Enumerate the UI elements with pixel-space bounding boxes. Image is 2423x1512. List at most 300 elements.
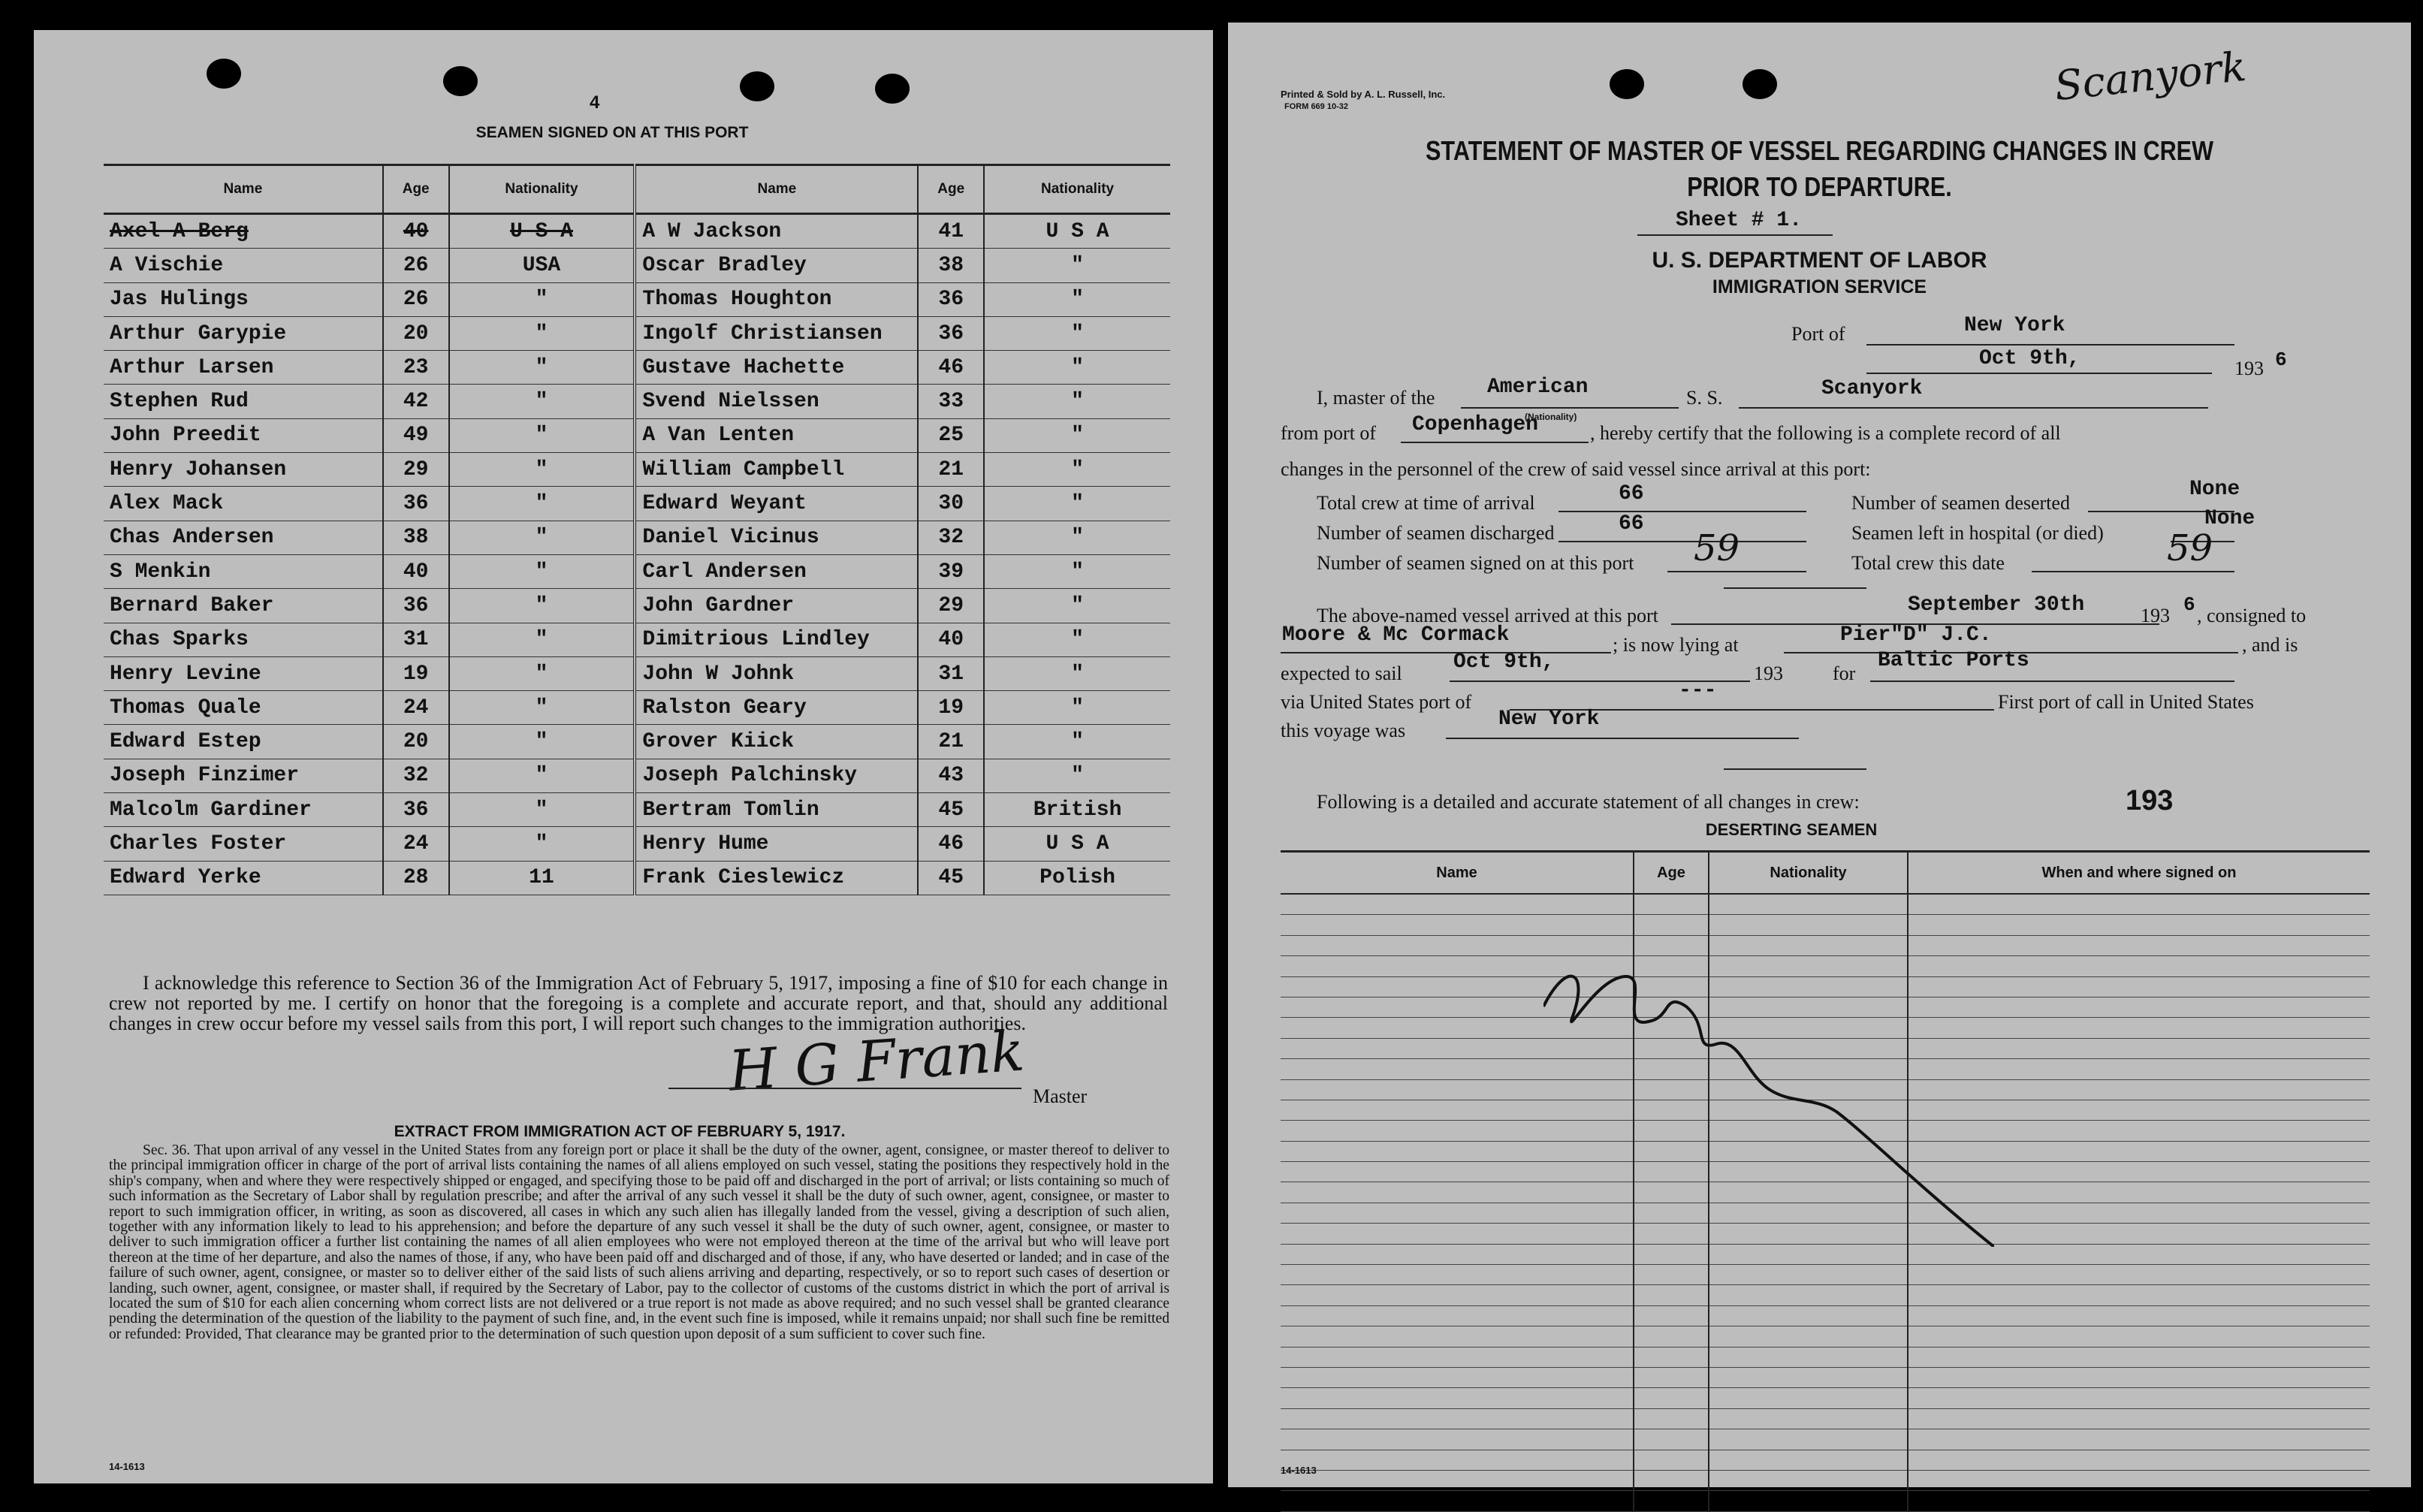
crew-name: Henry Levine	[104, 656, 383, 690]
crew-nationality: "	[984, 691, 1170, 725]
underline	[1739, 407, 2208, 409]
empty-cell	[1709, 1429, 1908, 1450]
empty-cell	[1709, 1347, 1908, 1367]
table-row	[1281, 915, 2370, 935]
master-signature: H G Frank	[726, 1019, 1027, 1104]
crew-name: S Menkin	[104, 554, 383, 588]
crew-name: John Gardner	[635, 589, 918, 623]
crew-name: Chas Andersen	[104, 521, 383, 554]
form-number: FORM 669 10-32	[1284, 102, 1348, 111]
table-row	[104, 249, 1170, 282]
crew-nationality: "	[449, 351, 635, 385]
table-row	[104, 861, 1170, 895]
crew-nationality: "	[984, 554, 1170, 588]
empty-cell	[1634, 1429, 1709, 1450]
crew-age: 19	[918, 691, 984, 725]
underline	[1559, 541, 1806, 542]
from-port-value: Copenhagen	[1412, 413, 1539, 436]
empty-cell	[1634, 894, 1709, 915]
table-row	[104, 725, 1170, 759]
empty-cell	[1281, 1491, 1634, 1511]
crew-name: Chas Sparks	[104, 623, 383, 656]
crew-name: Ralston Geary	[635, 691, 918, 725]
empty-cell	[1709, 1388, 1908, 1408]
crew-age: 36	[918, 316, 984, 350]
crew-nationality: "	[984, 725, 1170, 759]
empty-cell	[1709, 1305, 1908, 1326]
table-row	[104, 418, 1170, 452]
table-row	[104, 827, 1170, 861]
crew-name: Henry Johansen	[104, 453, 383, 487]
table-row	[1281, 1244, 2370, 1264]
acknowledgement-text: I acknowledge this reference to Section 36 of the Immigration Act of February 5, 1917, imposing a fine of $10 for each change in crew not reported by me. I certify on honor that the foregoing is a complete and accurate report, and that, should any additional changes in crew occur before my vessel sails from this port, I will report such changes to the immigration authorities.	[109, 972, 1168, 1034]
crew-name: Charles Foster	[104, 827, 383, 861]
empty-cell	[1709, 1450, 1908, 1470]
table-row	[1281, 1305, 2370, 1326]
crew-age: 23	[383, 351, 449, 385]
crew-nationality: "	[449, 385, 635, 418]
empty-cell	[1634, 1367, 1709, 1387]
lying-at-value: Pier"D" J.C.	[1840, 623, 1992, 647]
crew-name: Ingolf Christiansen	[635, 316, 918, 350]
section-heading: SEAMEN SIGNED ON AT THIS PORT	[475, 124, 749, 141]
crew-name: Gustave Hachette	[635, 351, 918, 385]
empty-cell	[1281, 1388, 1634, 1408]
empty-cell	[1908, 1265, 2370, 1285]
crew-age: 36	[918, 282, 984, 316]
empty-cell	[1908, 1429, 2370, 1450]
crew-nationality: 11	[449, 861, 635, 895]
extract-text: Sec. 36. That upon arrival of any vessel in the United States from any foreign port or place it shall be the duty of the owner, agent, consignee, or master thereof to deliver to the principal immigration officer in charge of the port of arrival lists containing the names of all aliens employed on such vessel, stating the positions they respectively hold in the ship's company, when and where they were respectively shipped or engaged, and specifying those to be paid off and discharged in the port of arrival; or lists containing so much of such information as the Secretary of Labor shall by regulation prescribe; and after the arrival of any such vessel it shall be the duty of such owner, agent, consignee, or master to report to such immigration officer, in writing, as soon as discovered, all cases in which any such alien has illegally landed from the vessel, giving a description of such alien, together with any information likely to lead to his apprehension; and before the departure of any such vessel it shall be the duty of such owner, agent, consignee, or master to deliver to such immigration officer a further list containing the names of all alien employees who were not employed thereon at the time of the arrival but who will leave port thereon at the time of her departure, and also the names of those, if any, who have been paid off and discharged and of those, if any, who have deserted or landed; and in case of the failure of such owner, agent, consignee, or master so to deliver either of the said lists of such aliens arriving and departing, respectively, or so to report such cases of desertion or landing, such owner, agent, consignee, or master shall, if required by the Secretary of Labor, pay to the collector of customs of the customs district in which the port of arrival is located the sum of $10 for each alien concerning whom correct lists are not delivered or a true report is not made as above required; and no such vessel shall be granted clearance pending the determination of the question of the liability to the payment of such fine, and, in the event such fine is imposed, while it remains unpaid; nor shall such fine be remitted or refunded: Provided, That clearance may be granted prior to the determination of such question upon deposit of a sum sufficient to cover such fine.	[109, 1142, 1169, 1342]
empty-cell	[1908, 1244, 2370, 1264]
stat-label-deserted: Number of seamen deserted	[1851, 492, 2070, 514]
crew-age: 29	[383, 453, 449, 487]
empty-cell	[1709, 1470, 1908, 1490]
crew-age: 28	[383, 861, 449, 895]
crew-nationality: "	[449, 759, 635, 792]
table-row	[1281, 1470, 2370, 1490]
crew-age: 36	[383, 487, 449, 521]
col-age: Age	[918, 165, 984, 214]
stat-label-discharged: Number of seamen discharged	[1317, 522, 1555, 544]
stat-value-deserted: None	[2189, 478, 2240, 501]
crew-age: 25	[918, 418, 984, 452]
empty-cell	[1908, 1305, 2370, 1326]
arrived-year: 193	[2141, 605, 2170, 626]
underline	[1401, 442, 1589, 443]
crew-nationality: "	[449, 418, 635, 452]
empty-cell	[1634, 1470, 1709, 1490]
crew-age: 32	[383, 759, 449, 792]
empty-cell	[1281, 1367, 1634, 1387]
table-row	[1281, 1491, 2370, 1511]
table-row	[104, 316, 1170, 350]
crew-nationality: "	[449, 554, 635, 588]
crew-name: Edward Weyant	[635, 487, 918, 521]
crew-nationality: "	[984, 385, 1170, 418]
crew-name: Svend Nielssen	[635, 385, 918, 418]
expected-year: 193	[1754, 662, 1783, 684]
crew-age: 40	[383, 214, 449, 249]
crew-age: 46	[918, 827, 984, 861]
voyage-value: New York	[1498, 708, 1600, 731]
crew-nationality: "	[984, 589, 1170, 623]
crew-name: Jas Hulings	[104, 282, 383, 316]
form-code: 14-1613	[109, 1461, 145, 1472]
empty-cell	[1281, 935, 1634, 955]
crew-age: 49	[383, 418, 449, 452]
sheet-number: Sheet # 1.	[1675, 209, 1803, 232]
year-digit: 6	[2275, 349, 2287, 371]
empty-cell	[1281, 1244, 1634, 1264]
empty-cell	[1281, 1285, 1634, 1305]
crew-nationality: U S A	[984, 827, 1170, 861]
crew-name: Frank Cieslewicz	[635, 861, 918, 895]
crew-nationality: "	[449, 521, 635, 554]
crew-name: Edward Yerke	[104, 861, 383, 895]
crew-age: 29	[918, 589, 984, 623]
stat-value-arrival: 66	[1619, 482, 1644, 506]
crew-nationality: "	[984, 316, 1170, 350]
crew-nationality: "	[984, 282, 1170, 316]
empty-cell	[1709, 935, 1908, 955]
punch-hole	[875, 74, 910, 104]
crew-age: 33	[918, 385, 984, 418]
table-row	[104, 554, 1170, 588]
arrived-date: September 30th	[1908, 593, 2085, 617]
empty-cell	[1634, 1244, 1709, 1264]
crew-name: Dimitrious Lindley	[635, 623, 918, 656]
empty-cell	[1634, 935, 1709, 955]
crew-nationality: "	[449, 316, 635, 350]
empty-cell	[1908, 1491, 2370, 1511]
crew-nationality: "	[449, 691, 635, 725]
stat-value-discharged: 66	[1619, 512, 1644, 536]
underline	[2032, 571, 2234, 572]
master-of-label: I, master of the	[1317, 387, 1435, 409]
from-port-label: from port of	[1281, 422, 1377, 444]
crew-age: 46	[918, 351, 984, 385]
empty-cell	[1634, 1285, 1709, 1305]
empty-cell	[1634, 1326, 1709, 1347]
crew-age: 24	[383, 827, 449, 861]
crew-name: Arthur Larsen	[104, 351, 383, 385]
empty-cell	[1709, 1367, 1908, 1387]
crew-age: 45	[918, 861, 984, 895]
crew-name: Bertram Tomlin	[635, 793, 918, 827]
table-row	[104, 385, 1170, 418]
consignee-value: Moore & Mc Cormack	[1282, 623, 1510, 647]
punch-hole	[443, 66, 478, 96]
lying-label: ; is now lying at	[1613, 634, 1739, 656]
crew-age: 40	[918, 623, 984, 656]
empty-cell	[1709, 894, 1908, 915]
empty-cell	[1709, 1408, 1908, 1429]
sheet-underline	[1637, 234, 1833, 236]
empty-cell	[1281, 1265, 1634, 1285]
form-code: 14-1613	[1281, 1465, 1317, 1476]
first-port-label: First port of call in United States	[1998, 691, 2254, 713]
crew-name: Arthur Garypie	[104, 316, 383, 350]
empty-cell	[1908, 1347, 2370, 1367]
voyage-label: this voyage was	[1281, 720, 1406, 741]
stat-label-hospital: Seamen left in hospital (or died)	[1851, 522, 2104, 544]
stat-label-total: Total crew this date	[1851, 552, 2005, 574]
crew-nationality: "	[449, 827, 635, 861]
crew-nationality: "	[984, 656, 1170, 690]
table-row	[1281, 1326, 2370, 1347]
crew-age: 31	[918, 656, 984, 690]
crew-age: 19	[383, 656, 449, 690]
following-text: Following is a detailed and accurate statement of all changes in crew:	[1317, 791, 1860, 813]
empty-cell	[1709, 1244, 1908, 1264]
arrived-label: The above-named vessel arrived at this port	[1317, 605, 1658, 626]
empty-cell	[1908, 1285, 2370, 1305]
table-row	[1281, 935, 2370, 955]
for-label: for	[1833, 662, 1856, 684]
empty-cell	[1709, 1285, 1908, 1305]
crew-name: A Van Lenten	[635, 418, 918, 452]
crew-nationality: "	[449, 282, 635, 316]
arrived-year-digit: 6	[2183, 593, 2195, 616]
empty-cell	[1281, 1429, 1634, 1450]
crew-name: Bernard Baker	[104, 589, 383, 623]
crew-name: William Campbell	[635, 453, 918, 487]
crew-name: Carl Andersen	[635, 554, 918, 588]
crew-age: 21	[918, 453, 984, 487]
stat-label-arrival: Total crew at time of arrival	[1317, 492, 1535, 514]
punch-hole	[740, 71, 774, 101]
crew-name: Axel A Berg	[104, 214, 383, 249]
destination-value: Baltic Ports	[1878, 649, 2029, 672]
crew-age: 41	[918, 214, 984, 249]
divider	[1724, 768, 1866, 770]
underline	[1281, 652, 1611, 653]
ss-label: S. S.	[1686, 387, 1723, 409]
empty-cell	[1281, 1450, 1634, 1470]
certify-text: , hereby certify that the following is a complete record of all	[1590, 422, 2061, 444]
empty-cell	[1908, 1367, 2370, 1387]
divider	[1724, 587, 1866, 589]
crew-age: 20	[383, 316, 449, 350]
page-number: 4	[590, 92, 600, 113]
crew-age: 26	[383, 282, 449, 316]
crew-name: Daniel Vicinus	[635, 521, 918, 554]
right-page	[1228, 23, 2411, 1487]
empty-cell	[1281, 1408, 1634, 1429]
crew-age: 45	[918, 793, 984, 827]
table-row	[1281, 1408, 2370, 1429]
table-row	[1281, 1347, 2370, 1367]
empty-cell	[1634, 1305, 1709, 1326]
crew-age: 36	[383, 589, 449, 623]
crew-nationality: "	[984, 418, 1170, 452]
table-row	[104, 521, 1170, 554]
port-of-label: Port of	[1791, 323, 1845, 345]
crew-age: 24	[383, 691, 449, 725]
crew-nationality: U S A	[984, 214, 1170, 249]
crew-age: 32	[918, 521, 984, 554]
extract-title: EXTRACT FROM IMMIGRATION ACT OF FEBRUARY 5, 1917.	[394, 1123, 846, 1140]
crew-age: 39	[918, 554, 984, 588]
handwritten-corner-note: Scanyork	[2052, 42, 2249, 110]
underline	[1446, 738, 1799, 739]
crew-name: Alex Mack	[104, 487, 383, 521]
crew-age: 21	[918, 725, 984, 759]
left-page	[34, 30, 1213, 1483]
form-title-line2: PRIOR TO DEPARTURE.	[1687, 171, 1952, 202]
crew-name: Oscar Bradley	[635, 249, 918, 282]
crew-nationality: "	[984, 351, 1170, 385]
empty-cell	[1634, 1347, 1709, 1367]
service-name: IMMIGRATION SERVICE	[1712, 276, 1927, 297]
consigned-label: , consigned to	[2197, 605, 2307, 626]
col-age: Age	[1634, 852, 1709, 895]
via-label: via United States port of	[1281, 691, 1472, 713]
crew-name: Grover Kiick	[635, 725, 918, 759]
table-row	[104, 453, 1170, 487]
empty-cell	[1281, 1347, 1634, 1367]
table-row	[1281, 1429, 2370, 1450]
col-nationality: Nationality	[1709, 852, 1908, 895]
table-row	[104, 214, 1170, 249]
crew-nationality: USA	[449, 249, 635, 282]
ship-name: Scanyork	[1821, 377, 1923, 400]
changes-text: changes in the personnel of the crew of said vessel since arrival at this port:	[1281, 458, 1871, 480]
crew-name: Malcolm Gardiner	[104, 793, 383, 827]
crew-signed-on-table	[104, 164, 1170, 895]
crew-nationality: "	[449, 623, 635, 656]
stat-value-signed-on: 59	[1694, 527, 1740, 569]
crew-name: Joseph Palchinsky	[635, 759, 918, 792]
crew-name: Thomas Quale	[104, 691, 383, 725]
empty-cell	[1908, 935, 2370, 955]
empty-cell	[1281, 915, 1634, 935]
table-row	[104, 282, 1170, 316]
crew-age: 40	[383, 554, 449, 588]
crew-name: Joseph Finzimer	[104, 759, 383, 792]
empty-cell	[1634, 1491, 1709, 1511]
col-signed-on: When and where signed on	[1908, 852, 2370, 895]
crew-nationality: "	[984, 521, 1170, 554]
year-prefix: 193	[2234, 358, 2264, 379]
year-label: 193	[2126, 785, 2174, 816]
crew-age: 42	[383, 385, 449, 418]
empty-cell	[1634, 1265, 1709, 1285]
form-title-line1: STATEMENT OF MASTER OF VESSEL REGARDING CHANGES IN CREW	[1426, 135, 2213, 166]
col-nationality: Nationality	[984, 165, 1170, 214]
deserting-heading: DESERTING SEAMEN	[1705, 820, 1878, 839]
crew-age: 31	[383, 623, 449, 656]
crew-name: Henry Hume	[635, 827, 918, 861]
col-name: Name	[635, 165, 918, 214]
empty-cell	[1908, 1326, 2370, 1347]
empty-cell	[1281, 894, 1634, 915]
underline	[1461, 407, 1679, 409]
crew-age: 43	[918, 759, 984, 792]
crew-nationality: "	[449, 725, 635, 759]
underline	[1870, 681, 2234, 682]
table-row	[104, 351, 1170, 385]
table-row	[104, 487, 1170, 521]
empty-cell	[1634, 1388, 1709, 1408]
crew-name: John Preedit	[104, 418, 383, 452]
underline	[1866, 344, 2234, 346]
crew-nationality: "	[984, 453, 1170, 487]
crew-name: Edward Estep	[104, 725, 383, 759]
empty-cell	[1709, 915, 1908, 935]
stat-value-total: 59	[2167, 527, 2213, 569]
empty-cell	[1908, 1408, 2370, 1429]
nationality-value: American	[1487, 376, 1589, 399]
table-row	[104, 691, 1170, 725]
table-row	[104, 759, 1170, 792]
empty-cell	[1634, 915, 1709, 935]
table-row	[1281, 1367, 2370, 1387]
punch-hole	[1610, 69, 1644, 99]
empty-cell	[1281, 1305, 1634, 1326]
empty-cell	[1634, 1450, 1709, 1470]
statement-date: Oct 9th,	[1979, 347, 2081, 370]
crew-age: 20	[383, 725, 449, 759]
col-name: Name	[104, 165, 383, 214]
crew-nationality: "	[984, 623, 1170, 656]
crew-name: Thomas Houghton	[635, 282, 918, 316]
via-value: ---	[1679, 679, 1717, 702]
department-name: U. S. DEPARTMENT OF LABOR	[1652, 248, 1987, 273]
table-row	[1281, 1388, 2370, 1408]
empty-cell	[1709, 1491, 1908, 1511]
nationality-caption: (Nationality)	[1525, 412, 1577, 422]
crew-nationality: Polish	[984, 861, 1170, 895]
expected-date: Oct 9th,	[1453, 650, 1555, 674]
stat-label-signed-on: Number of seamen signed on at this port	[1317, 552, 1634, 574]
crew-age: 38	[918, 249, 984, 282]
col-age: Age	[383, 165, 449, 214]
crew-age: 26	[383, 249, 449, 282]
punch-hole	[207, 59, 241, 89]
crew-nationality: "	[449, 453, 635, 487]
empty-cell	[1908, 915, 2370, 935]
printer-credit: Printed & Sold by A. L. Russell, Inc.	[1281, 89, 1446, 100]
table-row	[1281, 894, 2370, 915]
crew-nationality: "	[984, 487, 1170, 521]
empty-cell	[1908, 894, 2370, 915]
table-row	[1281, 1285, 2370, 1305]
table-row	[104, 623, 1170, 656]
stat-value-hospital: None	[2204, 507, 2256, 530]
port-of-value: New York	[1964, 314, 2065, 337]
crew-nationality: "	[984, 249, 1170, 282]
crew-nationality: "	[984, 759, 1170, 792]
punch-hole	[1743, 69, 1777, 99]
empty-cell	[1281, 1326, 1634, 1347]
master-label: Master	[1033, 1085, 1088, 1107]
empty-cell	[1908, 1450, 2370, 1470]
table-row	[1281, 1265, 2370, 1285]
crew-name: A Vischie	[104, 249, 383, 282]
crew-nationality: U S A	[449, 214, 635, 249]
crew-nationality: "	[449, 656, 635, 690]
crew-age: 36	[383, 793, 449, 827]
table-row	[1281, 1450, 2370, 1470]
empty-cell	[1908, 1470, 2370, 1490]
crew-name: Stephen Rud	[104, 385, 383, 418]
none-scrawl	[1543, 961, 1994, 1247]
empty-cell	[1908, 1388, 2370, 1408]
empty-cell	[1634, 1408, 1709, 1429]
crew-name: John W Johnk	[635, 656, 918, 690]
